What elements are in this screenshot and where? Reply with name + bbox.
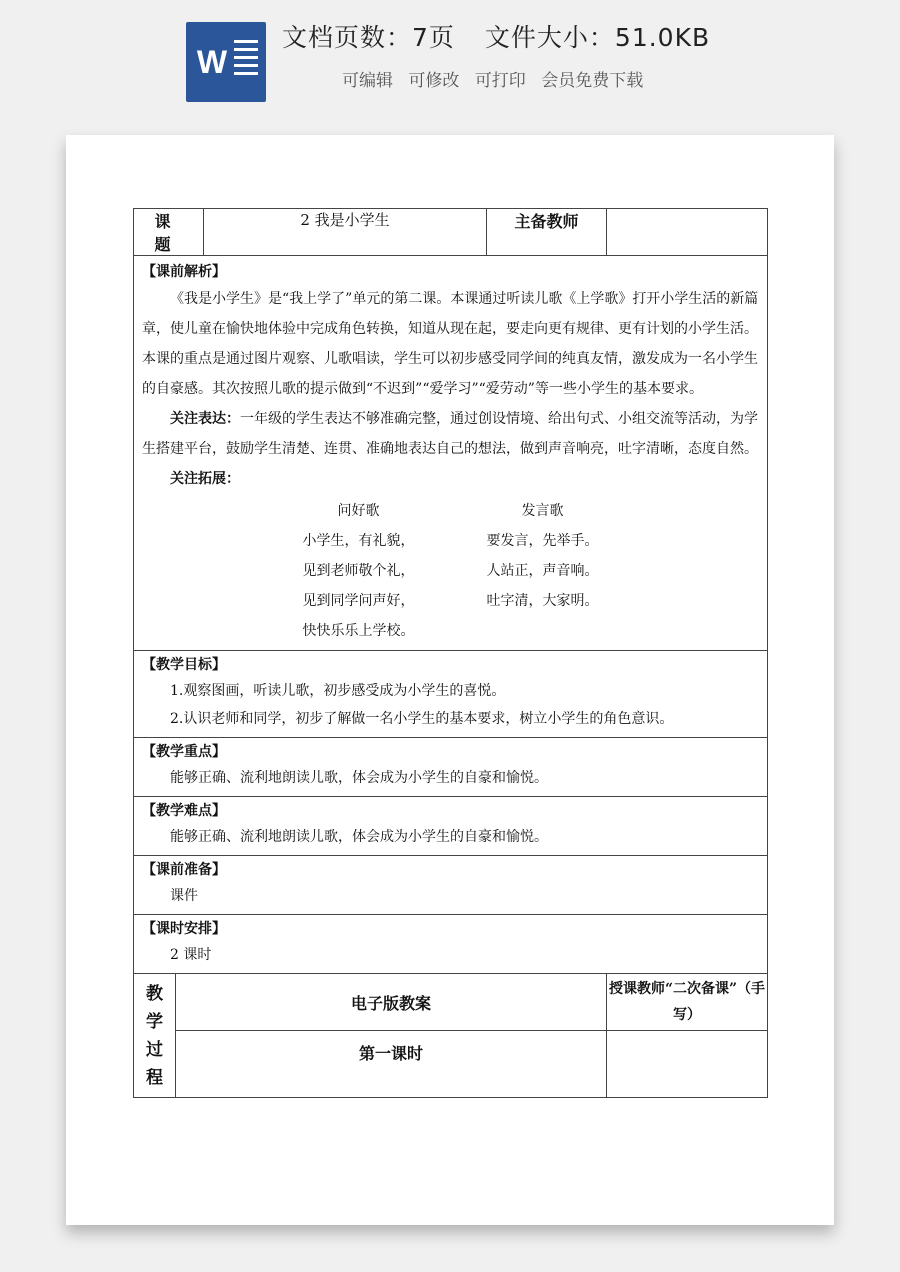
analysis-paragraph: 《我是小学生》是“我上学了”单元的第二课。本课通过听读儿歌《上学歌》打开小学生活的新篇章，使儿童在愉快地体验中完成角色转换，知道从现在起，要走向更有规律、更有计划的小学生活。本课的重点是通过图片观察、儿歌唱读，学生可以初步感受同学间的纯真友情，激发成为一名小学生的自豪感。其次按照儿歌的提示做到“不迟到”“爱学习”“爱劳动”等一些小学生的基本要求。 [142, 291, 759, 397]
teacher-notes-cell [607, 1031, 768, 1098]
first-lesson-header: 第一课时 [176, 1031, 607, 1098]
page-count: 文档页数：7页 [282, 23, 455, 52]
teacher-notes-header: 授课教师“二次备课”（手写） [607, 974, 768, 1031]
goals-title: 【教学目标】 [142, 657, 226, 673]
analysis-title: 【课前解析】 [142, 264, 226, 280]
expression-paragraph [142, 404, 759, 464]
speaking-song [487, 496, 599, 646]
preparation-title: 【课前准备】 [142, 862, 226, 878]
analysis-section [134, 256, 768, 651]
song-line: 快快乐乐上学校。 [302, 623, 415, 639]
goal-item: 1.观察图画，听读儿歌，初步感受成为小学生的喜悦。 [170, 683, 506, 699]
header-row [134, 209, 768, 256]
process-label: 教 学 过 程 [134, 974, 176, 1098]
extension-paragraph [142, 464, 759, 494]
document-page [66, 135, 834, 1225]
subject-label: 课 题 [134, 209, 204, 256]
song-title: 发言歌 [521, 503, 564, 519]
difficulty-text: 能够正确、流利地朗读儿歌，体会成为小学生的自豪和愉悦。 [170, 829, 548, 845]
download-banner [0, 0, 900, 120]
greeting-song [303, 496, 415, 646]
song-line: 要发言，先举手。 [486, 533, 599, 549]
song-line: 人站正，声音响。 [486, 563, 599, 579]
key-points-text: 能够正确、流利地朗读儿歌，体会成为小学生的自豪和愉悦。 [170, 770, 548, 786]
subject-value: 2 我是小学生 [204, 209, 487, 256]
expression-text: 一年级的学生表达不够准确完整，通过创设情境、给出句式、小组交流等活动，为学生搭建平台，鼓励学生清楚、连贯、准确地表达自己的想法，做到声音响亮，吐字清晰，态度自然。 [142, 411, 758, 457]
schedule-title: 【课时安排】 [142, 921, 226, 937]
plan-header: 电子版教案 [176, 974, 607, 1031]
songs [142, 496, 759, 646]
expression-label: 关注表达： [170, 411, 240, 427]
difficulty-title: 【教学难点】 [142, 803, 226, 819]
feature-list [342, 66, 653, 91]
song-title: 问好歌 [337, 503, 380, 519]
lesson-plan-table [133, 208, 768, 1098]
song-line: 吐字清，大家明。 [486, 593, 599, 609]
extension-label: 关注拓展： [170, 471, 240, 487]
schedule-text: 2 课时 [170, 947, 212, 963]
schedule-section [134, 915, 768, 974]
feature-modifiable: 可修改 [408, 71, 460, 91]
difficulty-section [134, 797, 768, 856]
feature-free-download: 会员免费下载 [541, 71, 644, 91]
file-size: 文件大小：51.0KB [484, 23, 711, 52]
key-points-title: 【教学重点】 [142, 744, 226, 760]
file-info [282, 18, 710, 54]
preparation-section [134, 856, 768, 915]
song-line: 小学生，有礼貌， [302, 533, 415, 549]
song-line: 见到同学问声好， [302, 593, 415, 609]
word-icon-letter: W [196, 44, 228, 80]
teacher-label: 主备教师 [487, 209, 607, 256]
goals-section [134, 651, 768, 738]
goal-item: 2.认识老师和同学，初步了解做一名小学生的基本要求，树立小学生的角色意识。 [170, 711, 674, 727]
word-document-icon [186, 22, 266, 102]
key-points-section [134, 738, 768, 797]
preparation-text: 课件 [170, 888, 198, 904]
song-line: 见到老师敬个礼， [302, 563, 415, 579]
feature-editable: 可编辑 [342, 71, 393, 91]
feature-printable: 可打印 [474, 71, 526, 91]
teacher-value [607, 209, 768, 256]
